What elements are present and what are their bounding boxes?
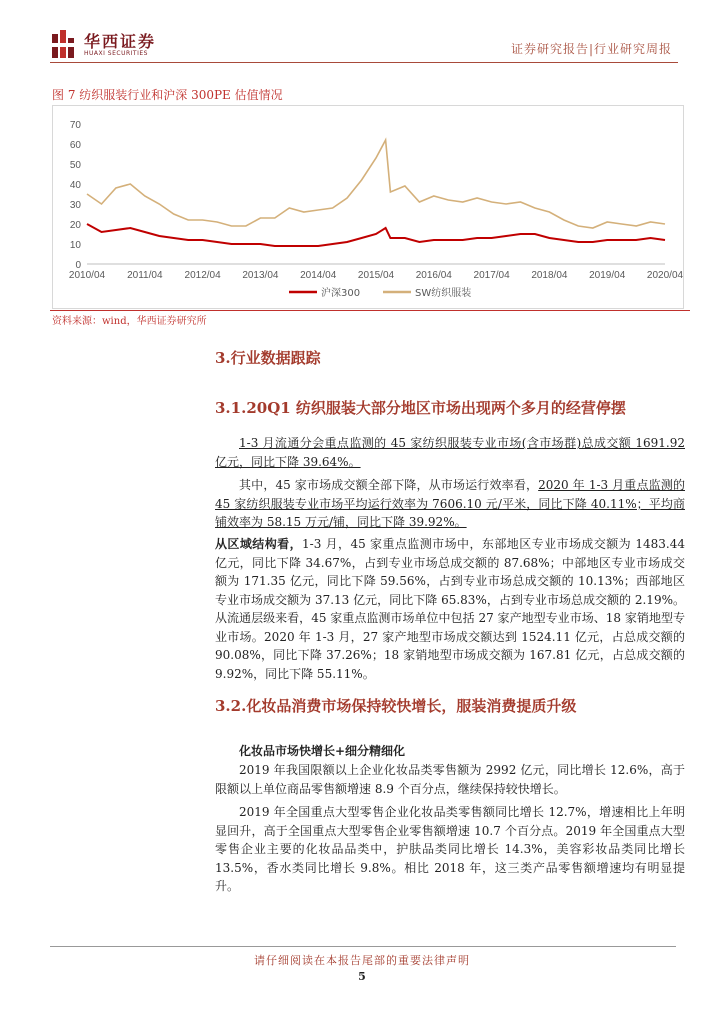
- y-tick-label: 20: [69, 220, 81, 231]
- legend-label: 沪深300: [321, 288, 361, 299]
- y-tick-label: 40: [69, 180, 81, 191]
- report-type: 证券研究报告|行业研究周报: [510, 42, 672, 56]
- section-heading: 3.行业数据跟踪: [215, 349, 321, 367]
- huaxi-logo-icon: [52, 30, 74, 58]
- paragraph-regional-body: 1-3 月，45 家重点监测市场中，东部地区专业市场成交额为 1483.44 亿元，同比下降 34.67%，占到专业市场总成交额的 87.68%；中部地区专业市场成交额为 171.35 亿元，同比下降 59.56%，占到专业市场总成交额的 10.13%；西部地区专业市场成交额为 37.13 亿元，同比下降 65.83%，占到专业市场总成交额的 2.19%。从流通层级来看，45 家重点监测市场单位中包括 27 家产地型专业市场、18 家销地型专业市场。2020 年 1-3 月，27 家产地型市场成交额达到 1524.11 亿元，占总成交额的 90.08%，同比下降 37.26%；18 家销地型市场成交额为 167.81 亿元，占总成交额的 9.92%，同比下降 55.11%。: [215, 537, 685, 681]
- x-tick-label: 2011/04: [127, 270, 163, 281]
- x-tick-label: 2018/04: [531, 270, 568, 281]
- x-tick-label: 2016/04: [415, 270, 452, 281]
- paragraph-market-total-text: 1-3 月流通分会重点监测的 45 家纺织服装专业市场(含市场群)总成交额 1691.92 亿元，同比下降 39.64%。: [215, 436, 685, 469]
- source-divider: [50, 310, 690, 311]
- footer-divider: [50, 946, 676, 947]
- figure-source: 资料来源：wind，华西证券研究所: [52, 316, 207, 327]
- header-divider: [50, 62, 678, 63]
- x-tick-label: 2019/04: [589, 270, 626, 281]
- x-tick-label: 2015/04: [357, 270, 395, 281]
- paragraph-efficiency-lead: 其中，45 家市场成交额全部下降，从市场运行效率看，: [239, 478, 539, 492]
- pe-chart-svg: [53, 106, 685, 310]
- paragraph-regional: [215, 535, 685, 683]
- series-line-hs300: [87, 224, 665, 246]
- x-tick-label: 2014/04: [300, 270, 337, 281]
- pe-chart: [52, 105, 684, 309]
- subsection-heading-3-2: 3.2.化妆品消费市场保持较快增长，服装消费提质升级: [215, 697, 577, 715]
- y-tick-label: 10: [69, 240, 81, 251]
- legal-notice: 请仔细阅读在本报告尾部的重要法律声明: [254, 954, 470, 967]
- paragraph-efficiency: [215, 476, 685, 532]
- x-tick-label: 2017/04: [473, 270, 510, 281]
- legend-label: SW纺织服装: [415, 288, 472, 299]
- y-tick-label: 70: [69, 120, 81, 131]
- paragraph-market-total: [215, 434, 685, 471]
- y-tick-label: 30: [69, 200, 81, 211]
- series-line-textile: [87, 140, 665, 228]
- paragraph-regional-lead: 从区域结构看，: [215, 537, 303, 551]
- cosmetics-subheading: 化妆品市场快增长+细分精细化: [239, 744, 406, 758]
- paragraph-cosmetics-categories: 2019 年全国重点大型零售企业化妆品类零售额同比增长 12.7%，增速相比上年明显回升，高于全国重点大型零售企业零售额增速 10.7 个百分点。2019 年全国重点大型零售企业主要的化妆品品类中，护肤品类同比增长 14.3%，美容彩妆品类同比增长 13.5%，香水类同比增长 9.8%。相比 2018 年，这三类产品零售额增速均有明显提升。: [215, 805, 685, 893]
- x-tick-label: 2020/04: [646, 270, 684, 281]
- x-tick-label: 2013/04: [242, 270, 279, 281]
- y-tick-label: 60: [69, 140, 81, 151]
- y-tick-label: 50: [69, 160, 81, 171]
- x-tick-label: 2012/04: [184, 270, 221, 281]
- page-header: [0, 0, 724, 62]
- paragraph-cosmetics-retail: 2019 年我国限额以上企业化妆品类零售额为 2992 亿元，同比增长 12.6%，高于限额以上单位商品零售额增速 8.9 个百分点，继续保持较快增长。: [215, 763, 685, 796]
- page-number: 5: [358, 970, 366, 983]
- subsection-heading-3-1: 3.1.20Q1 纺织服装大部分地区市场出现两个多月的经营停摆: [215, 399, 626, 417]
- paragraph-efficiency-detail: 2020 年 1-3 月重点监测的 45 家纺织服装专业市场平均运行效率为 7606.10 元/平米，同比下降 40.11%；平均商铺效率为 58.15 万元/铺，同比下降 39.92%。: [215, 478, 685, 529]
- logo-name: 华西证券: [84, 32, 157, 51]
- logo-subtitle: HUAXI SECURITIES: [84, 50, 148, 57]
- figure-title: 图 7 纺织服装行业和沪深 300PE 估值情况: [52, 88, 283, 102]
- x-tick-label: 2010/04: [68, 270, 106, 281]
- y-tick-label: 0: [75, 260, 81, 271]
